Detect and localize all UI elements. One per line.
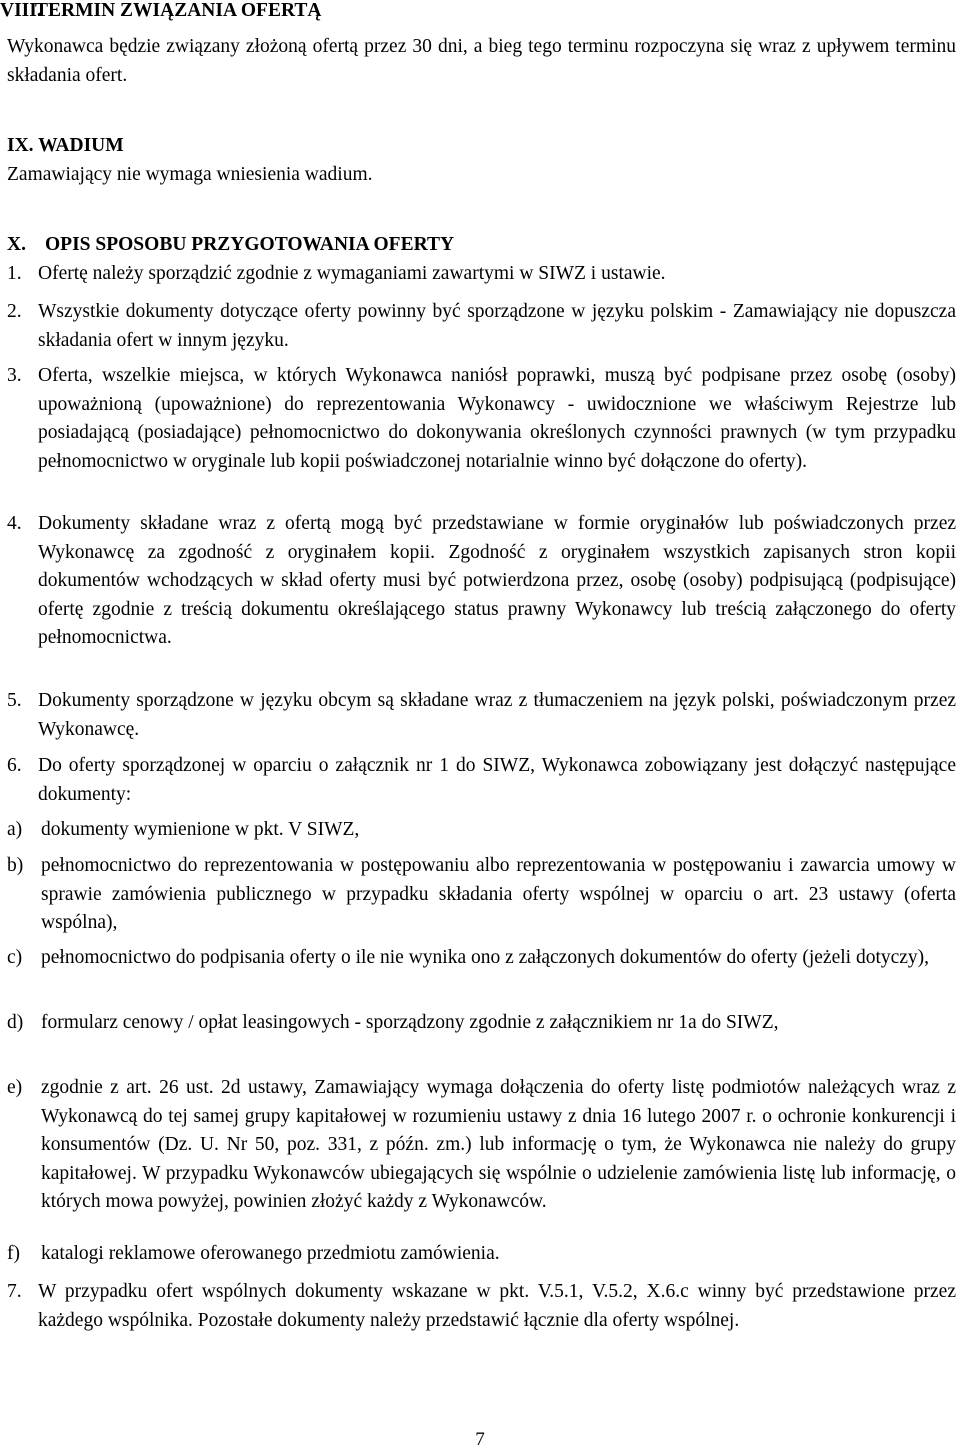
section-9-body: Zamawiający nie wymaga wniesienia wadium. xyxy=(7,164,373,185)
section-9-heading xyxy=(7,132,124,161)
section-8-heading xyxy=(0,0,321,26)
list-item: 4. Dokumenty składane wraz z ofertą mogą być przedstawiane w formie oryginałów lub poświadczonych przez Wykonawcę za zgodność z oryginałem kopii. Zgodność z oryginałem wszystkich zapisanych stron kopii dokumentów wchodzących w skład oferty musi być potwierdzona przez, osobę (osoby) podpisującą (podpisujące) ofertę zgodnie z treścią dokumentu określającego status prawny Wykonawcy lub treścią załączonego do oferty pełnomocnictwa. xyxy=(7,513,956,648)
section-8-number: VIII. xyxy=(0,0,42,21)
list-item: e) zgodnie z art. 26 ust. 2d ustawy, Zamawiający wymaga dołączenia do oferty listę podmiotów należących wraz z Wykonawcą do tej samej grupy kapitałowej w rozumieniu ustawy z dnia 16 lutego 2007 r. o ochronie konkurencji i konsumentów (Dz. U. Nr 50, poz. 331, z późn. zm.) lub informację o tym, że Wykonawca nie należy do grupy kapitałowej. W przypadku Wykonawców ubiegających się wspólnie o udzielenie zamówienia listę lub informację, o których mowa powyżej, powinien złożyć każdy z Wykonawców. xyxy=(7,1077,956,1212)
list-item: a) dokumenty wymienione w pkt. V SIWZ, xyxy=(7,819,360,840)
section-10-number: X. xyxy=(7,234,26,255)
list-item: 6. Do oferty sporządzonej w oparciu o załącznik nr 1 do SIWZ, Wykonawca zobowiązany jest dołączyć następujące dokumenty: xyxy=(7,755,956,805)
section-9-number: IX. xyxy=(7,135,34,156)
section-9-title: WADIUM xyxy=(38,135,124,156)
section-10-title: OPIS SPOSOBU PRZYGOTOWANIA OFERTY xyxy=(45,234,455,255)
list-item: 1. Ofertę należy sporządzić zgodnie z wymaganiami zawartymi w SIWZ i ustawie. xyxy=(7,263,666,284)
section-10-heading xyxy=(7,231,454,260)
list-item: 2. Wszystkie dokumenty dotyczące oferty powinny być sporządzone w języku polskim - Zamawiający nie dopuszcza składania ofert w innym języku. xyxy=(7,301,956,351)
section-8-body: Wykonawca będzie związany złożoną ofertą przez 30 dni, a bieg tego terminu rozpoczyna się wraz z upływem terminu składania ofert. xyxy=(7,36,956,86)
list-item: 7. W przypadku ofert wspólnych dokumenty wskazane w pkt. V.5.1, V.5.2, X.6.c winny być przedstawione przez każdego wspólnika. Pozostałe dokumenty należy przedstawić łącznie dla oferty wspólnej. xyxy=(7,1281,956,1331)
list-item: b) pełnomocnictwo do reprezentowania w postępowaniu albo reprezentowania w postępowaniu i zawarcia umowy w sprawie zamówienia publicznego w przypadku składania oferty wspólnej w oparciu o art. 23 ustawy (oferta wspólna), xyxy=(7,855,956,933)
list-item: c) pełnomocnictwo do podpisania oferty o ile nie wynika ono z załączonych dokumentów do oferty (jeżeli dotyczy), xyxy=(7,947,930,968)
section-8-title: TERMIN ZWIĄZANIA OFERTĄ xyxy=(35,0,322,21)
list-item: 3. Oferta, wszelkie miejsca, w których Wykonawca naniósł poprawki, muszą być podpisane przez osobę (osoby) upoważnioną (upoważnione) do reprezentowania Wykonawcy - uwidocznione we właściwym Rejestrze lub posiadającą (posiadające) pełnomocnictwo do dokonywania określonych czynności prawnych (w tym przypadku pełnomocnictwo w oryginale lub kopii poświadczonej notarialnie winno być dołączone do oferty). xyxy=(7,365,956,472)
page-number: 7 xyxy=(475,1429,485,1450)
list-item: f) katalogi reklamowe oferowanego przedmiotu zamówienia. xyxy=(7,1243,500,1264)
list-item: 5. Dokumenty sporządzone w języku obcym są składane wraz z tłumaczeniem na język polski, poświadczonym przez Wykonawcę. xyxy=(7,690,956,740)
list-item: d) formularz cenowy / opłat leasingowych - sporządzony zgodnie z załącznikiem nr 1a do SIWZ, xyxy=(7,1012,779,1033)
